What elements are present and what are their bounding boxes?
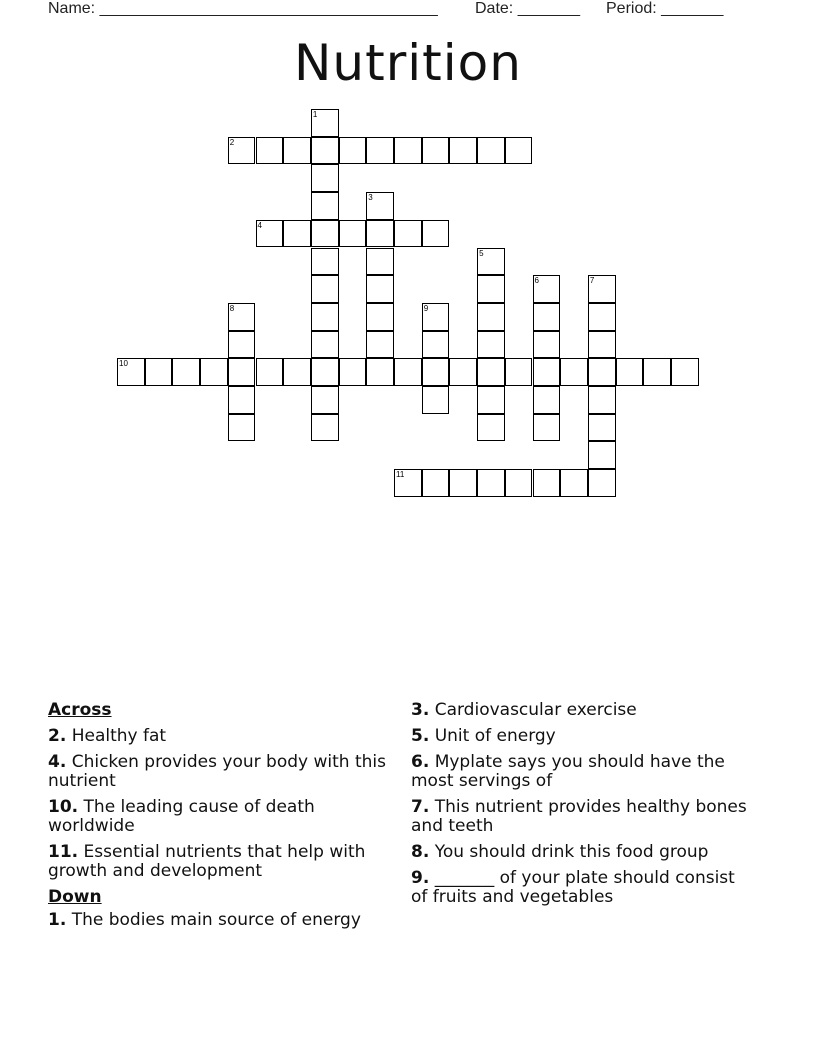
crossword-cell[interactable]	[256, 137, 284, 165]
clue-number-label: 1	[312, 110, 318, 119]
crossword-cell[interactable]	[339, 137, 367, 165]
clue-number-label: 9	[423, 303, 429, 313]
clue-number-label: 3	[368, 193, 373, 203]
crossword-cell[interactable]	[311, 192, 339, 220]
clue-down-7	[411, 798, 756, 836]
crossword-cell[interactable]	[283, 358, 311, 386]
crossword-cell[interactable]	[588, 358, 616, 386]
crossword-cell[interactable]	[533, 331, 561, 359]
crossword-cell[interactable]	[505, 469, 533, 497]
clue-number-label: 11	[396, 470, 405, 480]
crossword-cell[interactable]	[283, 220, 311, 248]
crossword-cell[interactable]	[560, 469, 588, 497]
crossword-cell[interactable]	[533, 358, 561, 386]
crossword-cell[interactable]	[449, 358, 477, 386]
clue-number: 7.	[411, 797, 430, 817]
clue-number: 8.	[411, 842, 430, 862]
crossword-cell[interactable]	[671, 358, 699, 386]
crossword-cell[interactable]	[200, 358, 228, 386]
clue-number: 10.	[48, 797, 79, 817]
clue-number-label: 6	[534, 276, 539, 286]
name-field[interactable]: Name: ______________________________________	[48, 0, 438, 17]
crossword-cell[interactable]	[228, 414, 256, 442]
crossword-cell[interactable]	[477, 469, 505, 497]
crossword-cell[interactable]	[477, 303, 505, 331]
page-title: Nutrition	[294, 34, 522, 92]
crossword-cell[interactable]	[311, 303, 339, 331]
clue-number-label: 8	[229, 303, 235, 313]
clue-down-6	[411, 753, 756, 791]
clue-number: 5.	[411, 726, 430, 746]
crossword-cell[interactable]	[366, 303, 394, 331]
crossword-cell[interactable]	[505, 137, 533, 165]
crossword-cell[interactable]	[366, 192, 394, 220]
clue-number: 11.	[48, 842, 79, 862]
clue-number: 1.	[48, 910, 67, 930]
clue-across-10	[48, 798, 398, 836]
clue-text: Myplate says you should have the most servings of	[411, 752, 725, 791]
clue-across-2	[48, 727, 398, 746]
clue-number: 6.	[411, 752, 430, 772]
crossword-cell[interactable]	[477, 386, 505, 414]
clue-text: The bodies main source of energy	[71, 910, 361, 930]
down-heading: Down	[48, 887, 102, 907]
clue-down-1	[48, 911, 398, 930]
clue-down-5	[411, 727, 756, 746]
clue-text: This nutrient provides healthy bones and teeth	[411, 797, 747, 836]
clue-number: 4.	[48, 752, 67, 772]
clue-text: Unit of energy	[434, 726, 556, 746]
clue-down-8	[411, 843, 756, 862]
crossword-cell[interactable]	[339, 358, 367, 386]
clue-number: 3.	[411, 700, 430, 720]
crossword-cell[interactable]	[616, 358, 644, 386]
crossword-cell[interactable]	[394, 469, 422, 497]
crossword-cell[interactable]	[477, 137, 505, 165]
crossword-cell[interactable]	[117, 358, 145, 386]
crossword-cell[interactable]	[228, 303, 256, 331]
crossword-cell[interactable]	[588, 303, 616, 331]
crossword-cell[interactable]	[228, 386, 256, 414]
crossword-cell[interactable]	[533, 414, 561, 442]
crossword-cell[interactable]	[394, 137, 422, 165]
crossword-cell[interactable]	[366, 358, 394, 386]
crossword-cell[interactable]	[477, 248, 505, 276]
crossword-cell[interactable]	[283, 137, 311, 165]
crossword-cell[interactable]	[588, 386, 616, 414]
crossword-cell[interactable]	[533, 386, 561, 414]
crossword-cell[interactable]	[228, 137, 256, 165]
clues-right-column	[411, 701, 756, 914]
crossword-cell[interactable]	[449, 137, 477, 165]
crossword-cell[interactable]	[422, 220, 450, 248]
crossword-cell[interactable]	[256, 358, 284, 386]
crossword-cell[interactable]	[339, 220, 367, 248]
crossword-cell[interactable]	[505, 358, 533, 386]
crossword-cell[interactable]	[422, 386, 450, 414]
crossword-cell[interactable]	[588, 331, 616, 359]
crossword-cell[interactable]	[422, 469, 450, 497]
crossword-cell[interactable]	[477, 414, 505, 442]
crossword-cell[interactable]	[311, 358, 339, 386]
crossword-cell[interactable]	[422, 137, 450, 165]
crossword-cell[interactable]	[366, 137, 394, 165]
crossword-cell[interactable]	[643, 358, 671, 386]
crossword-cell[interactable]	[477, 331, 505, 359]
crossword-cell[interactable]	[311, 414, 339, 442]
clue-down-9	[411, 869, 756, 907]
crossword-cell[interactable]	[422, 358, 450, 386]
crossword-cell[interactable]	[366, 220, 394, 248]
clue-text: Cardiovascular exercise	[434, 700, 637, 720]
crossword-cell[interactable]	[311, 275, 339, 303]
crossword-cell[interactable]	[311, 109, 339, 137]
clue-across-4	[48, 753, 398, 791]
clue-down-3	[411, 701, 756, 720]
clue-number-label: 10	[119, 359, 128, 369]
across-heading: Across	[48, 700, 112, 720]
crossword-cell[interactable]	[172, 358, 200, 386]
crossword-cell[interactable]	[588, 469, 616, 497]
crossword-cell[interactable]	[228, 358, 256, 386]
clue-text: Essential nutrients that help with growth and development	[48, 842, 366, 881]
crossword-cell[interactable]	[311, 248, 339, 276]
period-field[interactable]: Period: _______	[606, 0, 724, 17]
crossword-cell[interactable]	[477, 358, 505, 386]
crossword-cell[interactable]	[145, 358, 173, 386]
clue-number-label: 5	[479, 248, 484, 258]
crossword-cell[interactable]	[311, 137, 339, 165]
clue-number: 2.	[48, 726, 67, 746]
crossword-cell[interactable]	[311, 331, 339, 359]
crossword-cell[interactable]	[366, 275, 394, 303]
clue-number: 9.	[411, 868, 430, 888]
crossword-cell[interactable]	[533, 469, 561, 497]
crossword-cell[interactable]	[366, 248, 394, 276]
clue-text: Healthy fat	[71, 726, 167, 746]
crossword-cell[interactable]	[394, 220, 422, 248]
clue-number-label: 7	[589, 276, 595, 286]
clue-number-label: 2	[229, 137, 235, 147]
clue-number-label: 4	[257, 220, 262, 230]
clue-text: The leading cause of death worldwide	[48, 797, 315, 836]
crossword-cell[interactable]	[560, 358, 588, 386]
crossword-cell[interactable]	[228, 331, 256, 359]
crossword-cell[interactable]	[533, 303, 561, 331]
clue-across-11	[48, 843, 398, 881]
clue-text: _______ of your plate should consist of fruits and vegetables	[411, 868, 735, 907]
crossword-cell[interactable]	[588, 441, 616, 469]
clue-text: You should drink this food group	[434, 842, 709, 862]
crossword-cell[interactable]	[533, 275, 561, 303]
date-field[interactable]: Date: _______	[475, 0, 580, 17]
crossword-cell[interactable]	[256, 220, 284, 248]
crossword-cell[interactable]	[311, 164, 339, 192]
crossword-cell[interactable]	[422, 303, 450, 331]
clue-text: Chicken provides your body with this nutrient	[48, 752, 386, 791]
crossword-cell[interactable]	[311, 386, 339, 414]
crossword-cell[interactable]	[588, 414, 616, 442]
crossword-cell[interactable]	[311, 220, 339, 248]
crossword-cell[interactable]	[422, 331, 450, 359]
crossword-cell[interactable]	[366, 331, 394, 359]
crossword-cell[interactable]	[588, 275, 616, 303]
crossword-grid	[0, 0, 816, 520]
crossword-cell[interactable]	[394, 358, 422, 386]
clues-left-column	[48, 701, 398, 937]
crossword-cell[interactable]	[477, 275, 505, 303]
crossword-cell[interactable]	[449, 469, 477, 497]
